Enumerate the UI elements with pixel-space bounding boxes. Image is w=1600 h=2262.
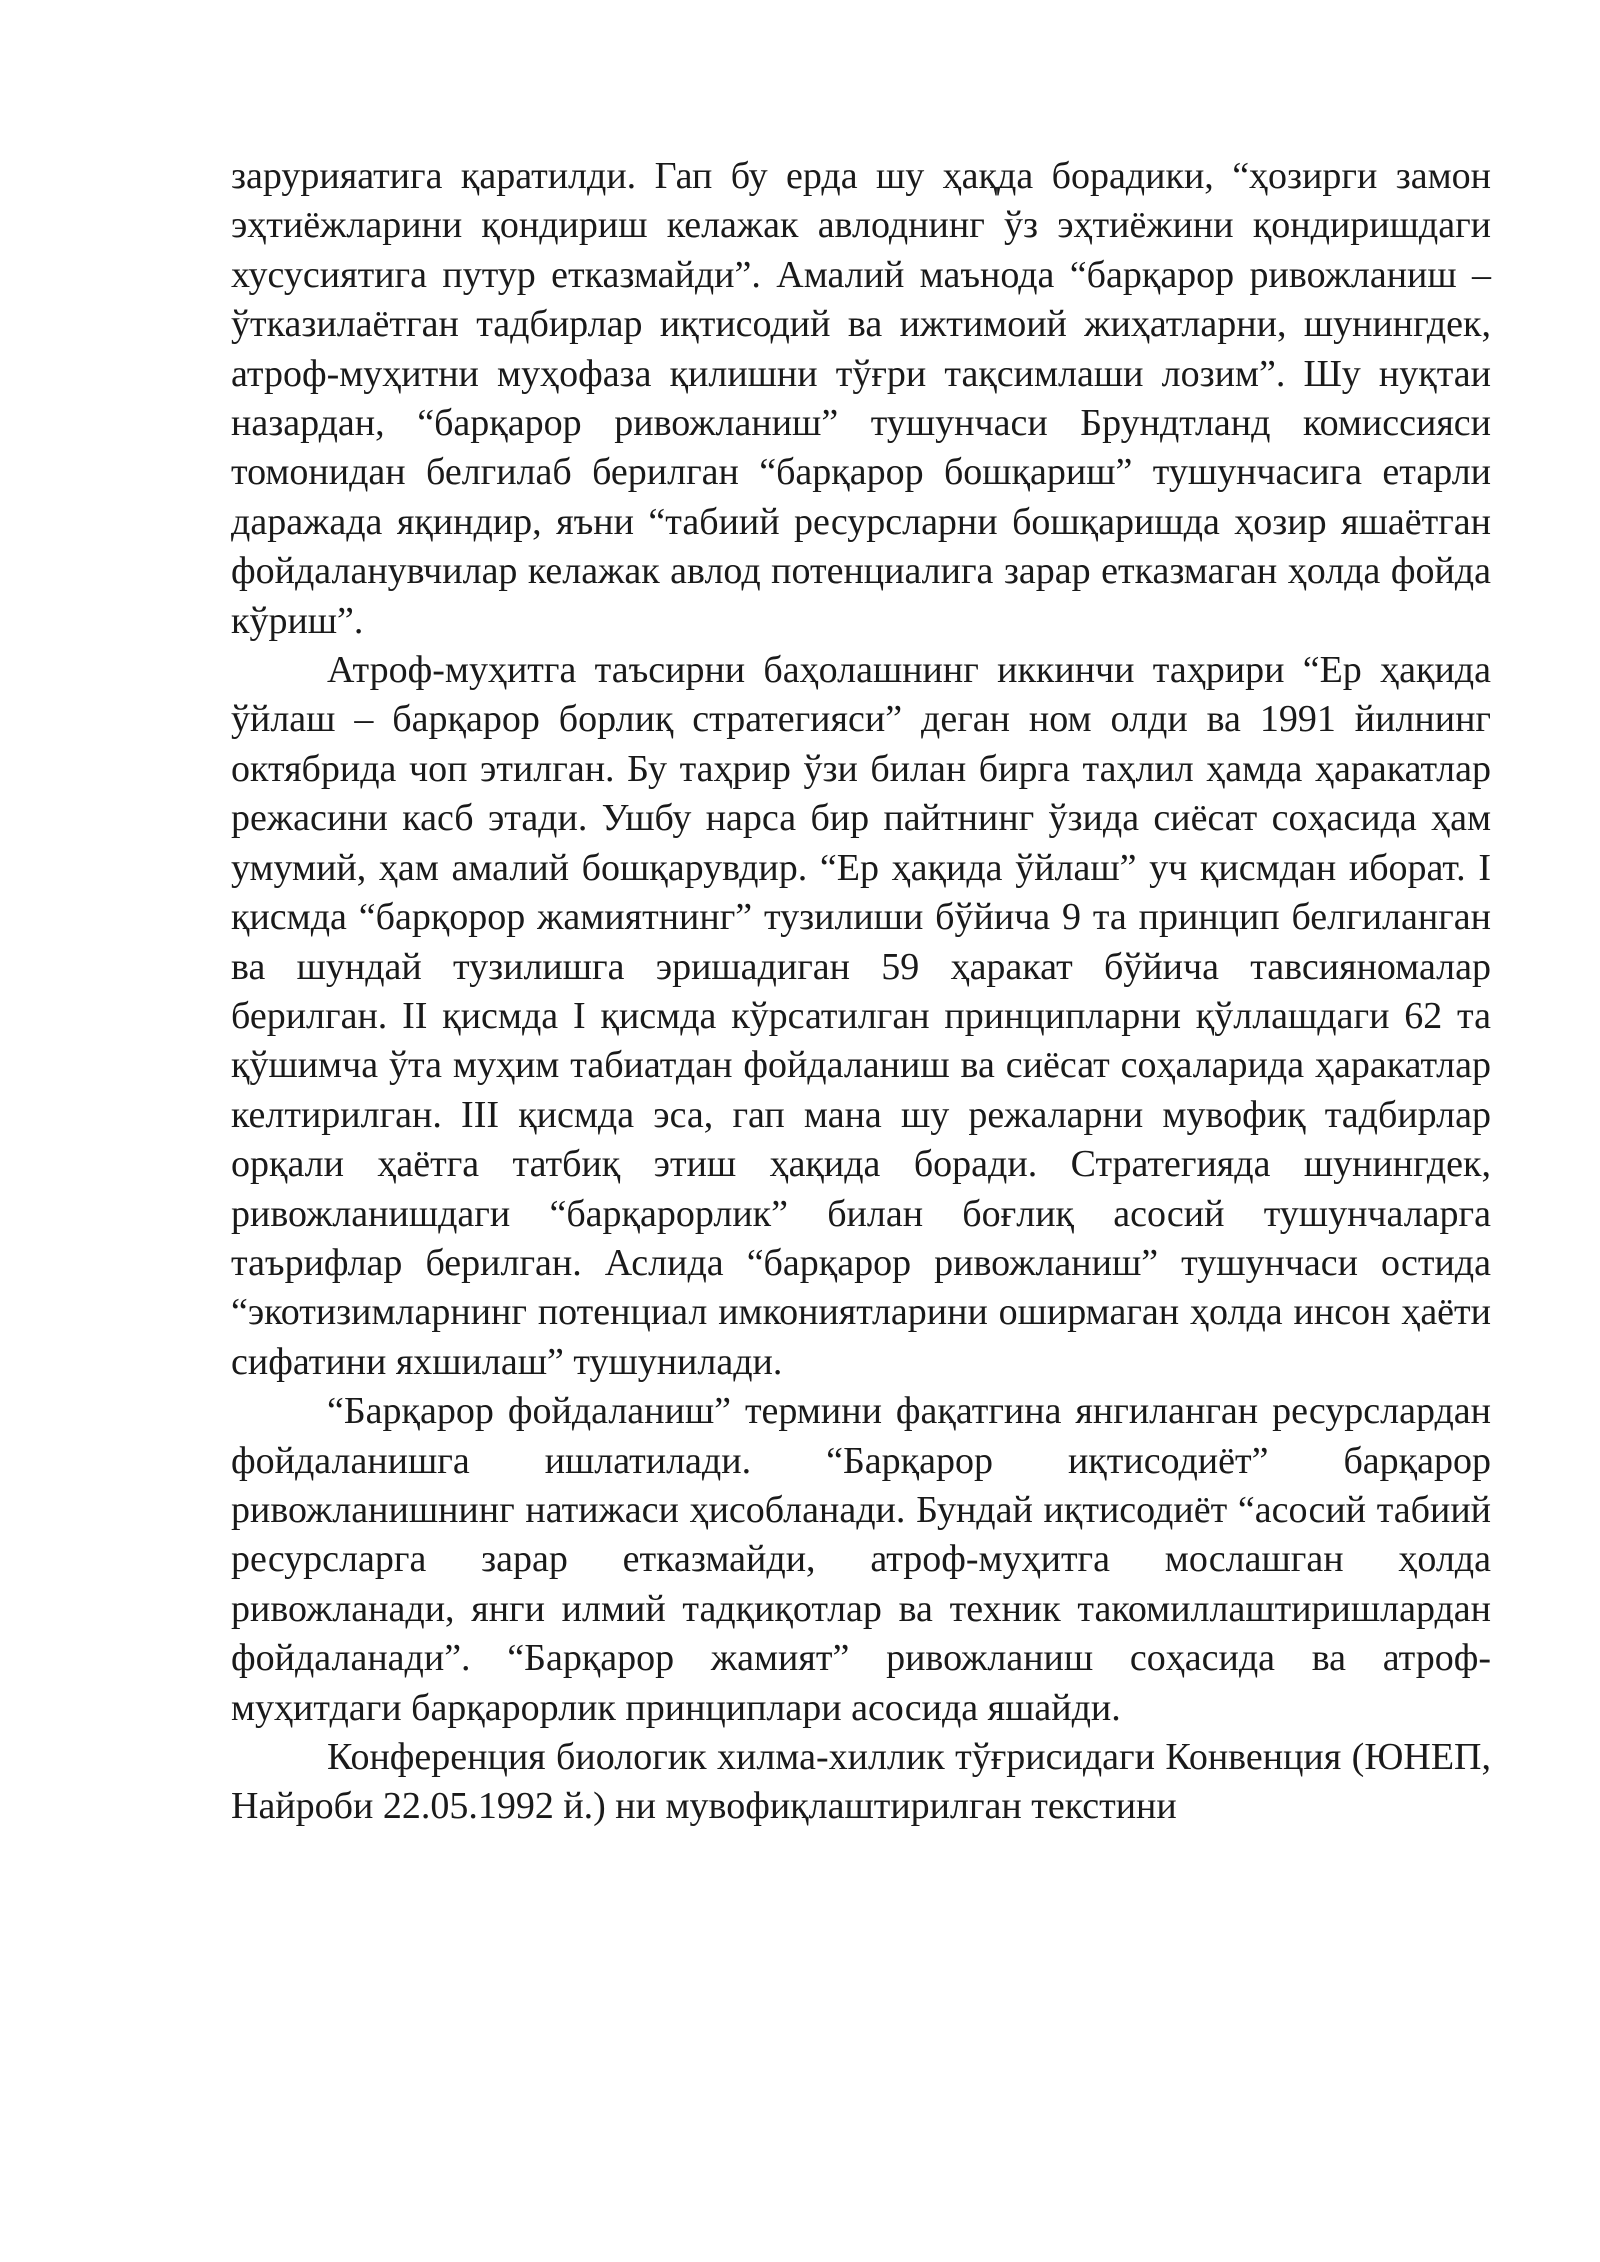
- paragraph-sustainable-use: “Барқарор фойдаланиш” термини фақатгина янгиланган ресурслардан фойдаланишга ишлатилади. “Барқарор иқтисодиёт” барқарор ривожланишнинг натижаси ҳисобланади. Бундай иқтисодиёт “асосий табиий ресурсларга зарар етказмайди, атроф-муҳитга мослашган ҳолда ривожланади, янги илмий тадқиқотлар ва техник такомиллаштиришлардан фойдаланади”. “Барқарор жамият” ривожланиш соҳасида ва атроф-муҳитдаги барқарорлик принциплари асосида яшайди.: [231, 1390, 1491, 1729]
- paragraph-continuation: зарурияатига қаратилди. Гап бу ерда шу ҳақда борадики, “ҳозирги замон эҳтиёжларини қондириш келажак авлоднинг ўз эҳтиёжини қондиришдаги хусусиятига путур етказмайди”. Амалий маънода “барқарор ривожланиш – ўтказилаётган тадбирлар иқтисодий ва ижтимоий жиҳатларни, шунингдек, атроф-муҳитни муҳофаза қилишни тўғри тақсимлаши лозим”. Шу нуқтаи назардан, “барқарор ривожланиш” тушунчаси Брундтланд комиссияси томонидан белгилаб берилган “барқарор бошқариш” тушунчасига етарли даражада яқиндир, яъни “табиий ресурсларни бошқаришда ҳозир яшаётган фойдаланувчилар келажак авлод потенциалига зарар етказмаган ҳолда фойда кўриш”.: [231, 155, 1491, 642]
- body-text: [231, 152, 1491, 1832]
- paragraph-biodiversity-convention: Конференция биологик хилма-хиллик тўғрисидаги Конвенция (ЮНЕП, Найроби 22.05.1992 й.) ни мувофиқлаштирилган текстини: [231, 1736, 1491, 1828]
- paragraph-earth-strategy: Атроф-муҳитга таъсирни баҳолашнинг иккинчи таҳрири “Ер ҳақида ўйлаш – барқарор борлиқ стратегияси” деган ном олди ва 1991 йилнинг октябрида чоп этилган. Бу таҳрир ўзи билан бирга таҳлил ҳамда ҳаракатлар режасини касб этади. Ушбу нарса бир пайтнинг ўзида сиёсат соҳасида ҳам умумий, ҳам амалий бошқарувдир. “Ер ҳақида ўйлаш” уч қисмдан иборат. I қисмда “барқорор жамиятнинг” тузилиши бўйича 9 та принцип белгиланган ва шундай тузилишга эришадиган 59 ҳаракат бўйича тавсияномалар берилган. II қисмда I қисмда кўрсатилган принципларни қўллашдаги 62 та қўшимча ўта муҳим табиатдан фойдаланиш ва сиёсат соҳаларида ҳаракатлар келтирилган. III қисмда эса, гап мана шу режаларни мувофиқ тадбирлар орқали ҳаётга татбиқ этиш ҳақида боради. Стратегияда шунингдек, ривожланишдаги “барқарорлик” билан боғлиқ асосий тушунчаларга таърифлар берилган. Аслида “барқарор ривожланиш” тушунчаси остида “экотизимларнинг потенциал имкониятларини оширмаган ҳолда инсон ҳаёти сифатини яхшилаш” тушунилади.: [231, 649, 1491, 1383]
